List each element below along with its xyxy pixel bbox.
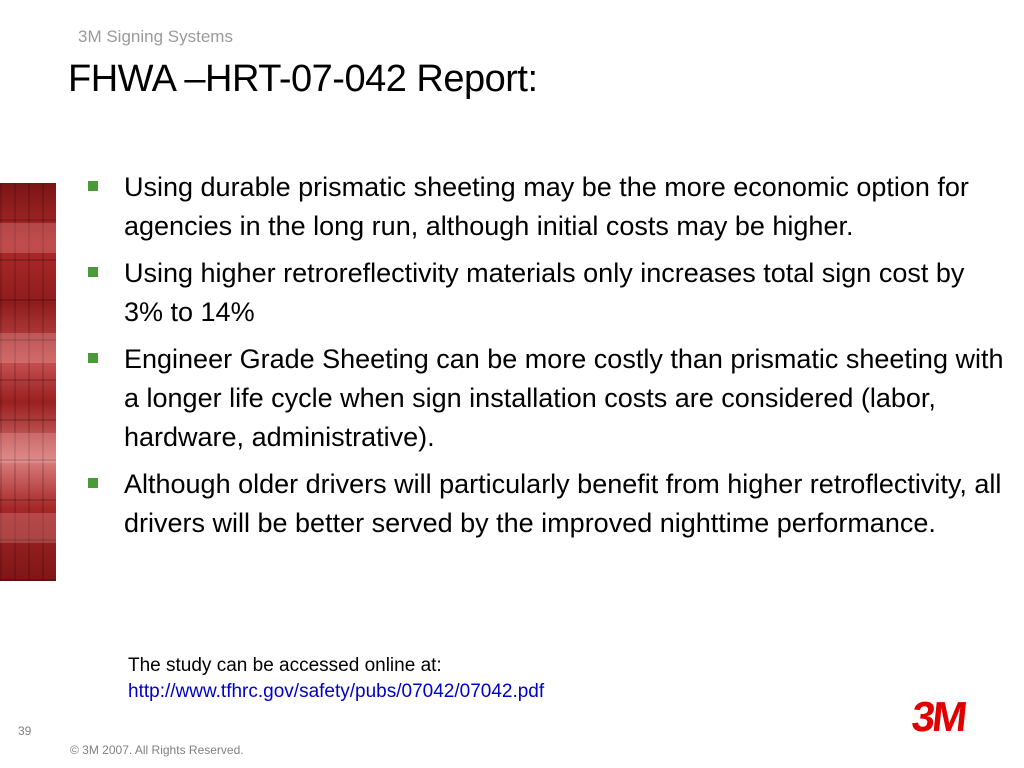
bullet-item — [88, 254, 1008, 332]
bullet-item — [88, 465, 1008, 543]
study-note-text: The study can be accessed online at: — [128, 655, 442, 676]
bullet-item — [88, 168, 1008, 246]
bullet-list — [88, 168, 1008, 551]
bullet-text: Although older drivers will particularly benefit from higher retroflectivity, all drivers will be better served by the improved nighttime performance. — [124, 469, 1002, 538]
page-number: 39 — [18, 724, 32, 738]
bullet-text: Using durable prismatic sheeting may be the more economic option for agencies in the long run, although initial costs may be higher. — [124, 172, 969, 241]
decorative-side-image — [0, 183, 56, 581]
bullet-text: Using higher retroreflectivity materials only increases total sign cost by 3% to 14% — [124, 258, 965, 327]
header-brand: 3M Signing Systems — [78, 27, 233, 46]
study-note — [128, 653, 544, 705]
square-bullet-icon — [88, 353, 98, 363]
copyright-text: © 3M 2007. All Rights Reserved. — [70, 743, 244, 757]
square-bullet-icon — [88, 478, 98, 488]
bullet-text: Engineer Grade Sheeting can be more costly than prismatic sheeting with a longer life cycle when sign installation costs are considered (labor, hardware, administrative). — [124, 344, 1004, 452]
slide-title: FHWA –HRT-07-042 Report: — [68, 58, 538, 100]
bullet-item — [88, 340, 1008, 457]
square-bullet-icon — [88, 267, 98, 277]
square-bullet-icon — [88, 181, 98, 191]
study-link[interactable]: http://www.tfhrc.gov/safety/pubs/07042/07042.pdf — [128, 681, 545, 702]
3m-logo: 3M — [909, 693, 967, 740]
